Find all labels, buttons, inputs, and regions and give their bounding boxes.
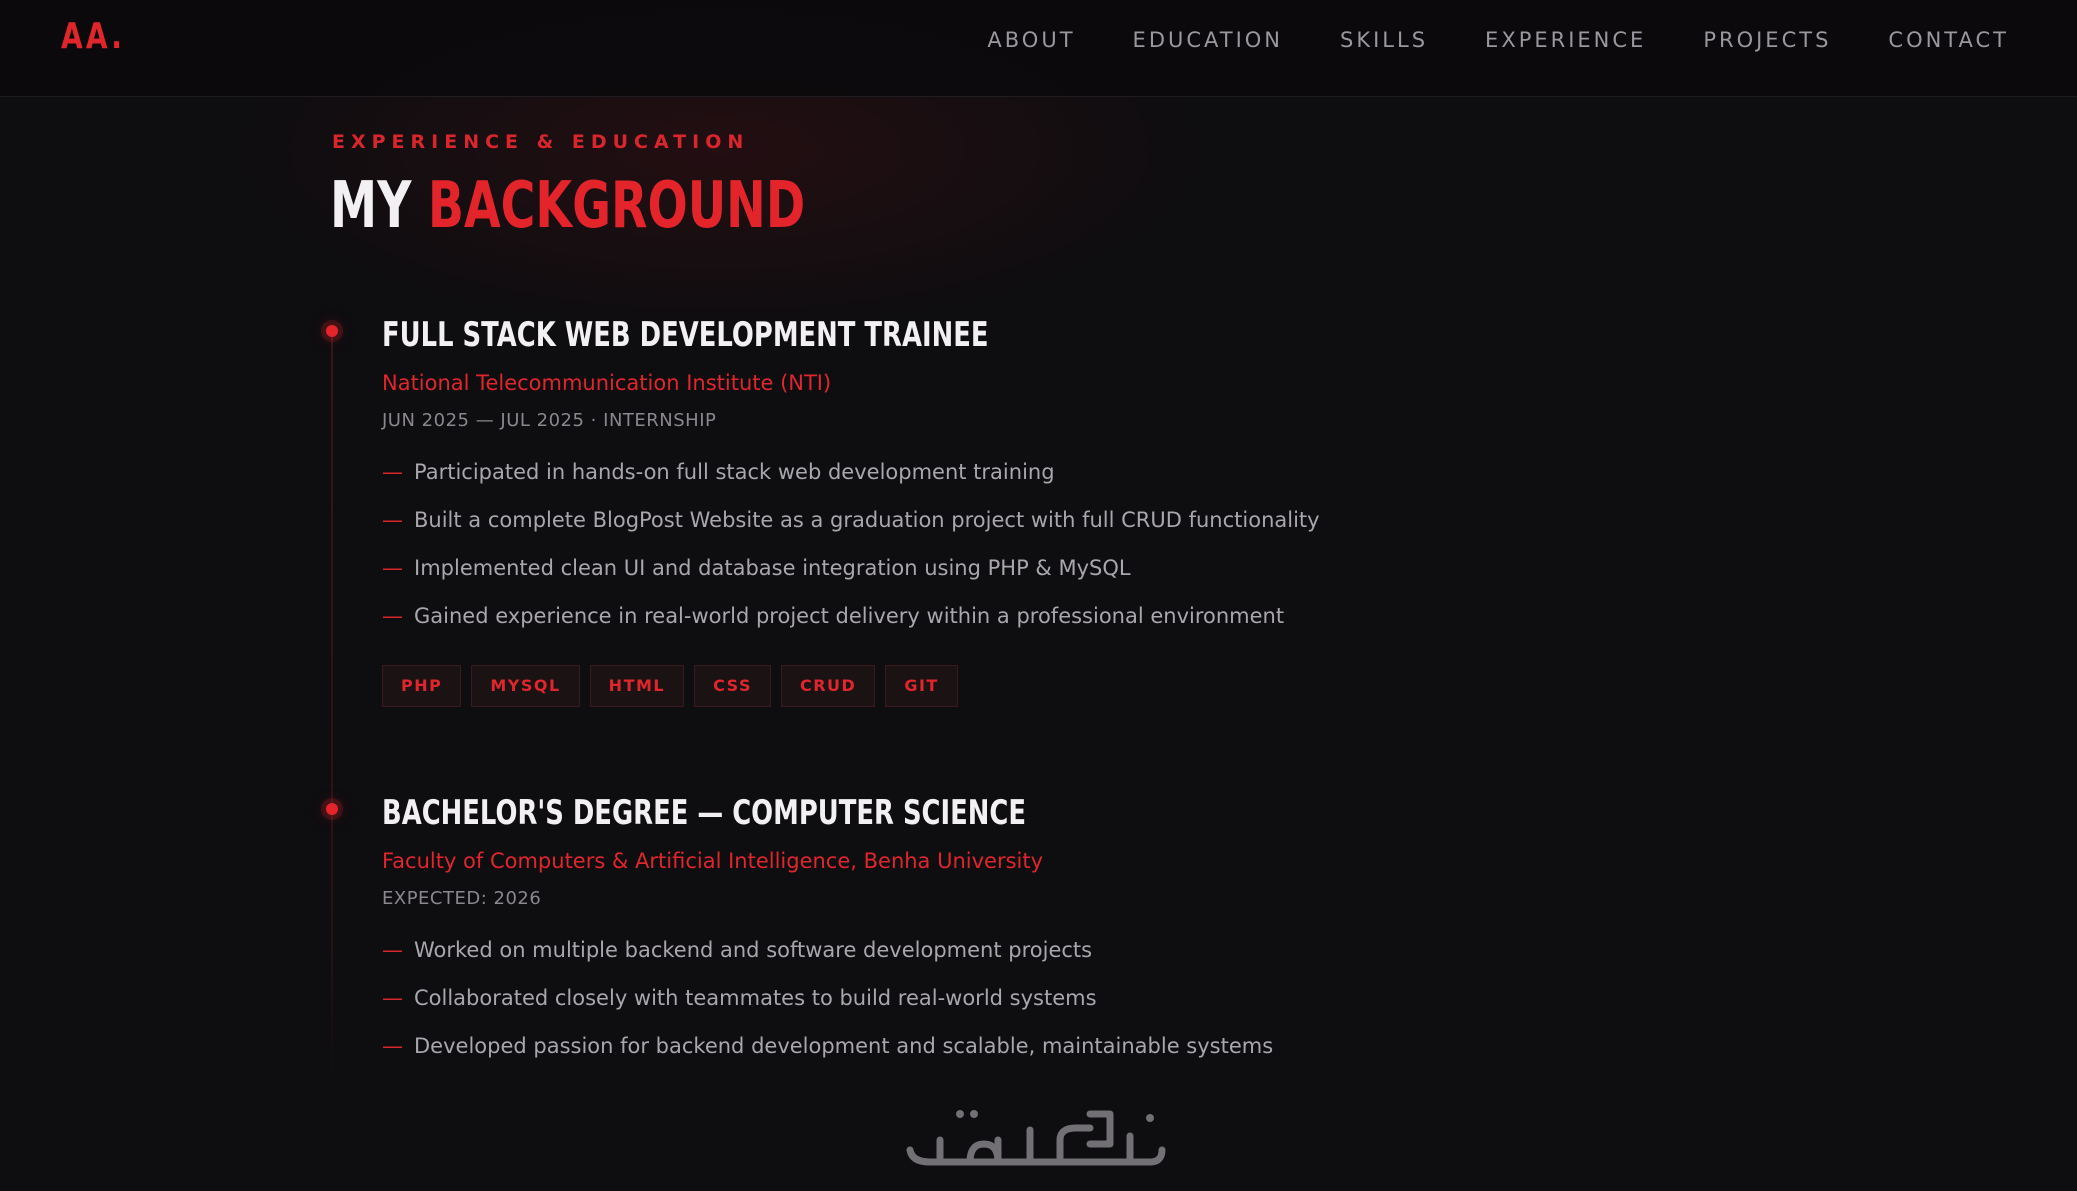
entry-bullet-list [382, 457, 1582, 649]
list-item [382, 935, 1582, 983]
entry-title: FULL STACK WEB DEVELOPMENT TRAINEE [382, 315, 989, 355]
tech-tag-list [382, 665, 1582, 707]
timeline-dot [326, 325, 338, 337]
site-logo[interactable]: AA. [61, 16, 126, 57]
entry-meta: EXPECTED: 2026 [382, 888, 542, 909]
list-item [382, 505, 1582, 553]
section-eyebrow: EXPERIENCE & EDUCATION [332, 131, 750, 153]
bullet-text: Collaborated closely with teammates to build real-world systems [414, 986, 1097, 1010]
nav-item-contact[interactable]: CONTACT [1888, 28, 2009, 52]
bullet-text: Developed passion for backend development and scalable, maintainable systems [414, 1034, 1274, 1058]
list-item [382, 983, 1582, 1031]
section-title [330, 164, 805, 248]
entry-organization: National Telecommunication Institute (NTI) [382, 371, 832, 395]
nav-item-projects[interactable]: PROJECTS [1703, 28, 1832, 52]
nav-item-education[interactable]: EDUCATION [1132, 28, 1284, 52]
list-item [382, 601, 1582, 649]
timeline-entry-internship [382, 315, 1582, 707]
list-item [382, 457, 1582, 505]
top-navigation [0, 0, 2077, 97]
list-item [382, 553, 1582, 601]
bullet-dash: — [382, 938, 403, 962]
bullet-text: Built a complete BlogPost Website as a graduation project with full CRUD functionality [414, 508, 1320, 532]
nav-menu [987, 28, 2009, 52]
entry-bullet-list [382, 935, 1582, 1079]
nav-item-skills[interactable]: SKILLS [1340, 28, 1429, 52]
bullet-dash: — [382, 1034, 403, 1058]
bullet-dash: — [382, 986, 403, 1010]
entry-title: BACHELOR'S DEGREE — COMPUTER SCIENCE [382, 793, 1027, 833]
tech-tag-css: CSS [694, 665, 771, 707]
section-title-part1: MY [330, 169, 412, 243]
tech-tag-crud: CRUD [781, 665, 875, 707]
list-item [382, 1031, 1582, 1079]
watermark-logo [900, 1100, 1180, 1172]
nav-item-about[interactable]: ABOUT [987, 28, 1076, 52]
bullet-dash: — [382, 508, 403, 532]
timeline-dot [326, 803, 338, 815]
bullet-text: Participated in hands-on full stack web development training [414, 460, 1055, 484]
bullet-dash: — [382, 604, 403, 628]
entry-meta: JUN 2025 — JUL 2025 · INTERNSHIP [382, 410, 717, 431]
bullet-dash: — [382, 460, 403, 484]
nav-item-experience[interactable]: EXPERIENCE [1485, 28, 1647, 52]
tech-tag-html: HTML [590, 665, 684, 707]
bullet-text: Implemented clean UI and database integration using PHP & MySQL [414, 556, 1131, 580]
tech-tag-php: PHP [382, 665, 461, 707]
timeline-entry-degree [382, 793, 1582, 1079]
tech-tag-git: GIT [885, 665, 958, 707]
section-title-part2: BACKGROUND [427, 169, 806, 243]
bullet-text: Gained experience in real-world project delivery within a professional environment [414, 604, 1285, 628]
bullet-text: Worked on multiple backend and software development projects [414, 938, 1093, 962]
tech-tag-mysql: MYSQL [471, 665, 579, 707]
timeline-line [331, 330, 333, 1085]
entry-organization: Faculty of Computers & Artificial Intelligence, Benha University [382, 849, 1044, 873]
bullet-dash: — [382, 556, 403, 580]
